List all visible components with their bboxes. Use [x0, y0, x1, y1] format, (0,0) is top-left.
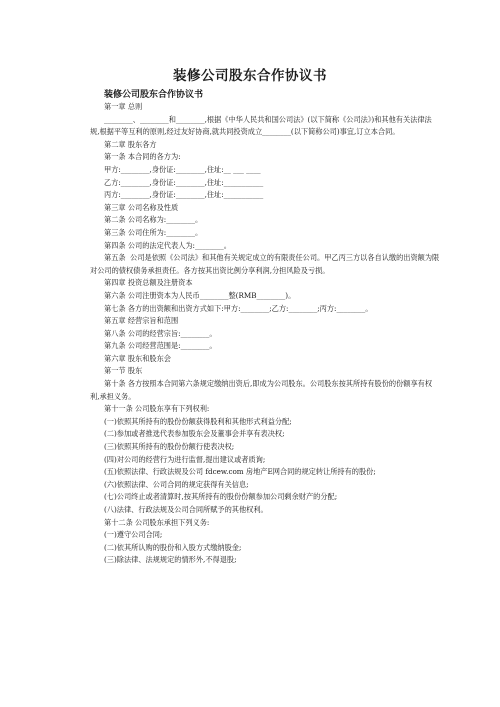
list-item: (二)依其所认购的股份和入股方式缴纳股金; [104, 542, 242, 552]
chapter-heading: 第一章 总则 [104, 102, 143, 111]
document-subtitle: 装修公司股东合作协议书 [104, 90, 204, 100]
paragraph: ________、________和________,根据《中华人民共和国公司法》(以下简称《公司法》)和其他有关法律法规,根据平等互利的原则,经过友好协商,就共同投资成立________(以下简称公司)事宜,订立本合同。 [90, 114, 432, 137]
article: 第八条 公司的经营宗旨:________。 [104, 328, 217, 338]
article: 第六条 公司注册资本为人民币________整(RMB________)。 [104, 290, 296, 300]
document-body [90, 101, 440, 567]
chapter-heading: 第五章 经营宗旨和范围 [104, 316, 179, 326]
article: 第五条 公司是依照《公司法》和其他有关规定成立的有限责任公司。甲乙丙三方以各自认缴的出资额为限对公司的债权债务承担责任。各方按其出资比例分享利润,分担风险及亏损。 [90, 253, 440, 275]
article: 第十一条 公司股东享有下列权利: [104, 404, 210, 414]
list-item: (二)参加或者推选代表参加股东会及董事会并享有表决权; [104, 429, 285, 439]
article: 第七条 各方的出资额和出资方式如下:甲方:________;乙方:________;丙方:________。 [104, 303, 373, 313]
article: 第十二条 公司股东承担下列义务: [104, 517, 210, 527]
list-item: (三)依照其所持有的股份份额行使表决权; [104, 442, 235, 452]
chapter-heading: 第三章 公司名称及性质 [104, 202, 179, 212]
section-heading: 第一节 股东 [104, 366, 143, 376]
list-item: (八)法律、行政法规及公司合同所赋予的其他权利。 [104, 505, 268, 514]
chapter-heading: 第二章 股东各方 [104, 139, 157, 149]
article: 第九条 公司经营范围是:________。 [104, 341, 217, 351]
article: 第四条 公司的法定代表人为:________。 [104, 240, 231, 250]
chapter-heading: 第六章 股东和股东会 [104, 353, 171, 363]
party-line: 乙方:________,身份证:________,住址:___________ [104, 177, 264, 187]
document-title: 装修公司股东合作协议书 [173, 68, 327, 84]
article: 第一条 本合同的各方为: [104, 152, 181, 162]
list-item: (六)依照法律、公司合同的规定获得有关信息; [104, 479, 249, 489]
list-item: (四)对公司的经营行为进行监督,提出建议或者质询; [104, 454, 266, 464]
list-item: (五)依照法律、行政法规及公司 fdcew.com 房地产E网合同的规定转让所持有的股份; [104, 467, 376, 477]
chapter-heading: 第四章 投资总额及注册资本 [104, 278, 193, 288]
list-item: (三)除法律、法规规定的情形外,不得退股; [104, 555, 237, 565]
list-item: (一)遵守公司合同; [104, 530, 163, 540]
article: 第三条 公司住所为:________。 [104, 227, 203, 237]
article: 第二条 公司名称为:________。 [104, 215, 203, 225]
list-item: (一)依照其所持有的股份份额获得股利和其他形式利益分配; [104, 416, 292, 426]
party-line: 甲方:________,身份证:________,住址:__ ___ ____ [104, 164, 261, 174]
article: 第十条 各方按照本合同第六条规定缴纳出资后,即成为公司股东。公司股东按其所持有股份的份额享有权利,承担义务。 [90, 379, 433, 401]
party-line: 丙方:________,身份证:________,住址:___________ [104, 190, 264, 200]
list-item: (七)公司终止或者清算时,按其所持有的股份份额参加公司剩余财产的分配; [104, 492, 338, 502]
